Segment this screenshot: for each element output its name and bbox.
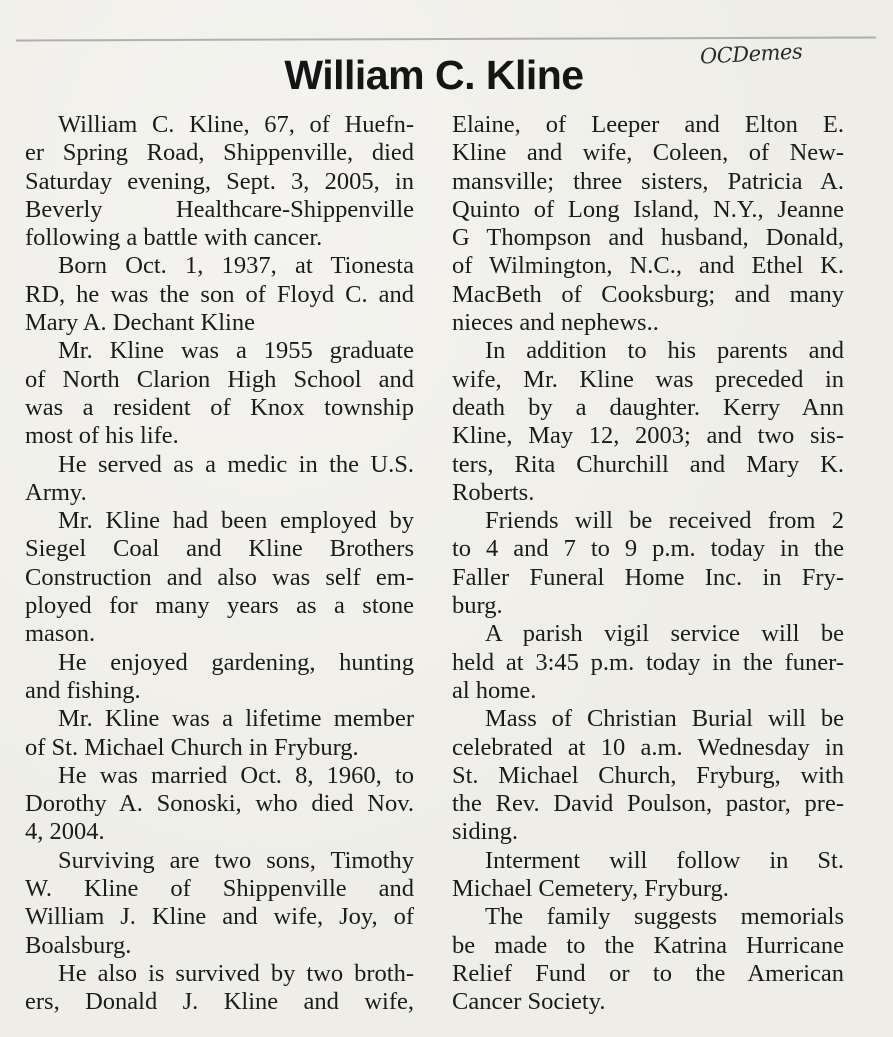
obituary-text-line: ers, Donald J. Kline and wife,: [25, 988, 414, 1016]
obituary-text-line: al home.: [452, 676, 537, 704]
obituary-text-line: and fishing.: [25, 676, 141, 704]
obituary-text-line: Saturday evening, Sept. 3, 2005, in: [25, 167, 414, 195]
obituary-text-line: mansville; three sisters, Patricia A.: [452, 167, 844, 195]
obituary-text-line: A parish vigil service will be: [485, 620, 844, 648]
left-text-column: [25, 111, 414, 1017]
obituary-text-line: following a battle with cancer.: [25, 224, 323, 252]
obituary-text-line: Siegel Coal and Kline Brothers: [25, 535, 414, 563]
obituary-text-line: Roberts.: [452, 478, 535, 506]
obituary-text-line: of Wilmington, N.C., and Ethel K.: [452, 252, 844, 280]
obituary-text-line: siding.: [452, 818, 519, 846]
obituary-text-line: of North Clarion High School and: [25, 365, 414, 393]
obituary-text-line: He served as a medic in the U.S.: [58, 450, 414, 478]
obituary-text-line: burg.: [452, 592, 503, 620]
obituary-text-line: of St. Michael Church in Fryburg.: [25, 733, 359, 761]
obituary-text-line: Army.: [25, 478, 87, 506]
obituary-text-line: Boalsburg.: [25, 931, 132, 959]
obituary-text-line: Surviving are two sons, Timothy: [58, 846, 414, 874]
obituary-text-line: Mr. Kline was a 1955 graduate: [58, 337, 414, 365]
obituary-text-line: Relief Fund or to the American: [452, 959, 844, 987]
obituary-text-line: 4, 2004.: [25, 818, 105, 846]
top-rule-divider: [16, 36, 876, 41]
obituary-text-line: Mr. Kline was a lifetime member: [58, 705, 414, 733]
obituary-text-line: St. Michael Church, Fryburg, with: [452, 761, 844, 789]
obituary-text-line: He also is survived by two broth-: [58, 959, 414, 987]
obituary-text-line: Kline, May 12, 2003; and two sis-: [452, 422, 844, 450]
obituary-text-line: to 4 and 7 to 9 p.m. today in the: [452, 535, 844, 563]
obituary-text-line: In addition to his parents and: [485, 337, 844, 365]
obituary-text-line: Elaine, of Leeper and Elton E.: [452, 111, 844, 138]
obituary-text-line: Quinto of Long Island, N.Y., Jeanne: [452, 195, 844, 223]
obituary-text-line: MacBeth of Cooksburg; and many: [452, 280, 844, 308]
obituary-text-line: the Rev. David Poulson, pastor, pre-: [452, 790, 844, 818]
obituary-text-line: Mass of Christian Burial will be: [485, 705, 844, 733]
obituary-text-line: Michael Cemetery, Fryburg.: [452, 875, 729, 903]
obituary-text-line: be made to the Katrina Hurricane: [452, 931, 844, 959]
obituary-text-line: William J. Kline and wife, Joy, of: [25, 903, 414, 931]
obituary-text-line: Mary A. Dechant Kline: [25, 309, 255, 337]
obituary-text-line: Construction and also was self em-: [25, 563, 414, 591]
obituary-text-line: William C. Kline, 67, of Huefn-: [58, 111, 414, 138]
obituary-text-line: death by a daughter. Kerry Ann: [452, 393, 844, 421]
obituary-text-line: Dorothy A. Sonoski, who died Nov.: [25, 790, 414, 818]
obituary-text-line: ployed for many years as a stone: [25, 592, 414, 620]
obituary-text-line: Friends will be received from 2: [485, 507, 844, 535]
obituary-text-line: Born Oct. 1, 1937, at Tionesta: [58, 252, 414, 280]
obituary-text-line: Cancer Society.: [452, 988, 606, 1016]
obituary-text-line: nieces and nephews..: [452, 309, 659, 337]
obituary-headline: William C. Kline: [284, 52, 584, 98]
obituary-text-line: Kline and wife, Coleen, of New-: [452, 139, 844, 167]
handwritten-note: OCDemes: [699, 39, 803, 69]
obituary-text-line: wife, Mr. Kline was preceded in: [452, 365, 844, 393]
obituary-text-line: held at 3:45 p.m. today in the funer-: [452, 648, 844, 676]
obituary-text-line: most of his life.: [25, 422, 179, 450]
obituary-text-line: ters, Rita Churchill and Mary K.: [452, 450, 844, 478]
obituary-text-line: Beverly Healthcare-Shippenville: [25, 195, 414, 223]
obituary-text-line: Faller Funeral Home Inc. in Fry-: [452, 563, 844, 591]
obituary-text-line: Mr. Kline had been employed by: [58, 507, 414, 535]
right-text-column: [452, 111, 844, 1017]
obituary-text-line: celebrated at 10 a.m. Wednesday in: [452, 733, 844, 761]
obituary-text-line: The family suggests memorials: [485, 903, 844, 931]
obituary-text-line: W. Kline of Shippenville and: [25, 875, 414, 903]
obituary-text-line: RD, he was the son of Floyd C. and: [25, 280, 414, 308]
obituary-text-line: was a resident of Knox township: [25, 393, 414, 421]
obituary-text-line: mason.: [25, 620, 96, 648]
obituary-text-line: Interment will follow in St.: [485, 846, 844, 874]
obituary-text-line: er Spring Road, Shippenville, died: [25, 139, 414, 167]
obituary-text-line: He was married Oct. 8, 1960, to: [58, 761, 414, 789]
obituary-text-line: He enjoyed gardening, hunting: [58, 648, 414, 676]
obituary-text-line: G Thompson and husband, Donald,: [452, 224, 844, 252]
